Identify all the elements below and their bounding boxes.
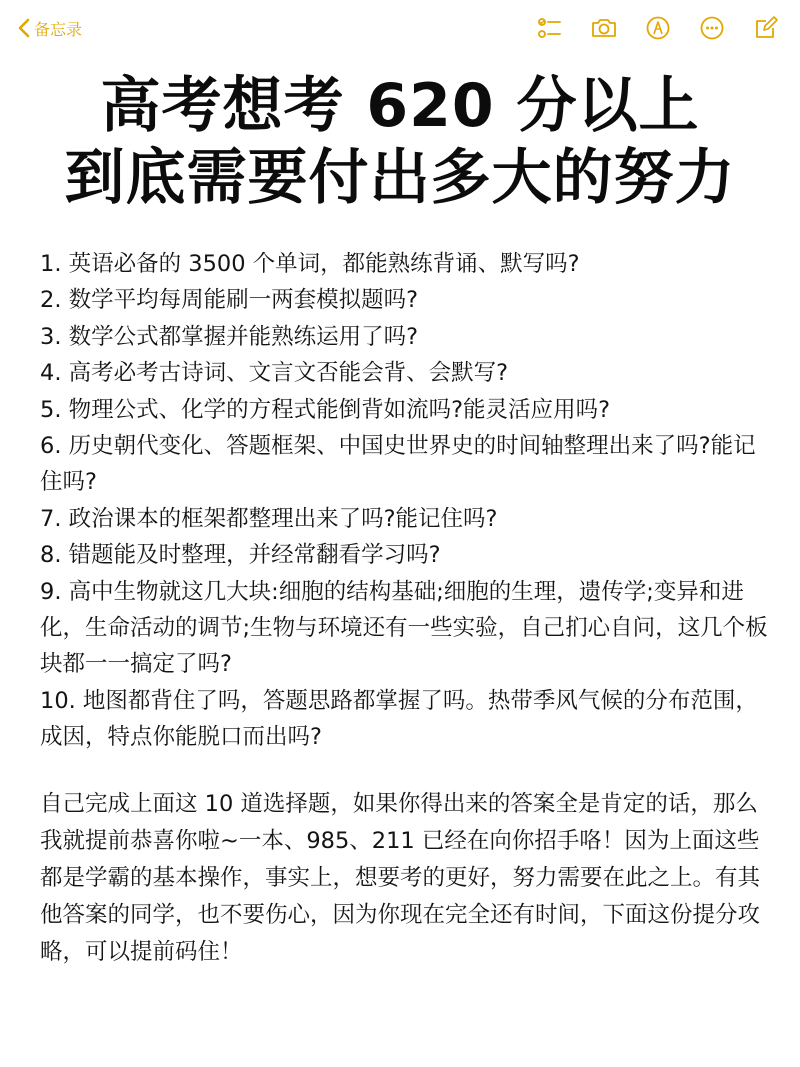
list-item: 9. 高中生物就这几大块:细胞的结构基础;细胞的生理，遗传学;变异和进化，生命活动的调节;生物与环境还有一些实验，自己扪心自问，这几个板块都一一搞定了吗? — [40, 578, 768, 678]
summary-paragraph: 自己完成上面这 10 道选择题，如果你得出来的答案全是肯定的话，那么我就提前恭喜你啦~一本、985、211 已经在向你招手咯！因为上面这些都是学霸的基本操作，事实上，想要考的更好，努力需要在此之上。有其他答案的同学，也不要伤心，因为你现在完全还有时间，下面这份提分攻略，可以提前码住！ — [40, 790, 761, 965]
back-button[interactable] — [18, 14, 82, 42]
action-icons — [534, 12, 782, 44]
list-item: 8. 错题能及时整理，并经常翻看学习吗? — [40, 542, 441, 569]
list-item: 1. 英语必备的 3500 个单词，都能熟练背诵、默写吗? — [40, 251, 580, 277]
list-item: 5. 物理公式、化学的方程式能倒背如流吗?能灵活应用吗? — [40, 396, 611, 423]
more-button[interactable] — [696, 12, 728, 44]
camera-button[interactable] — [588, 12, 620, 44]
compose-icon — [753, 15, 779, 41]
note-title-line-1: 高考想考 620 分以上 — [100, 71, 700, 141]
note-title-line-2: 到底需要付出多大的努力 — [64, 143, 736, 213]
camera-icon — [590, 16, 618, 40]
checklist-button[interactable] — [534, 12, 566, 44]
markup-pen-icon — [645, 15, 671, 41]
compose-button[interactable] — [750, 12, 782, 44]
note-toolbar — [0, 0, 800, 56]
note-title — [0, 70, 800, 214]
note-body[interactable] — [40, 246, 775, 971]
markup-button[interactable] — [642, 12, 674, 44]
list-item: 3. 数学公式都掌握并能熟练运用了吗? — [40, 323, 419, 350]
list-item: 2. 数学平均每周能刷一两套模拟题吗? — [40, 287, 419, 314]
question-list — [40, 246, 775, 756]
list-item: 6. 历史朝代变化、答题框架、中国史世界史的时间轴整理出来了吗?能记住吗? — [40, 433, 756, 496]
more-icon — [699, 15, 725, 41]
checklist-icon — [537, 15, 563, 41]
chevron-left-icon — [18, 18, 30, 38]
list-item: 7. 政治课本的框架都整理出来了吗?能记住吗? — [40, 505, 498, 532]
list-item: 10. 地图都背住了吗，答题思路都掌握了吗。热带季风气候的分布范围，成因，特点你能脱口而出吗? — [40, 687, 758, 751]
list-item: 4. 高考必考古诗词、文言文否能会背、会默写? — [40, 360, 509, 387]
back-button-label: 备忘录 — [34, 19, 83, 39]
